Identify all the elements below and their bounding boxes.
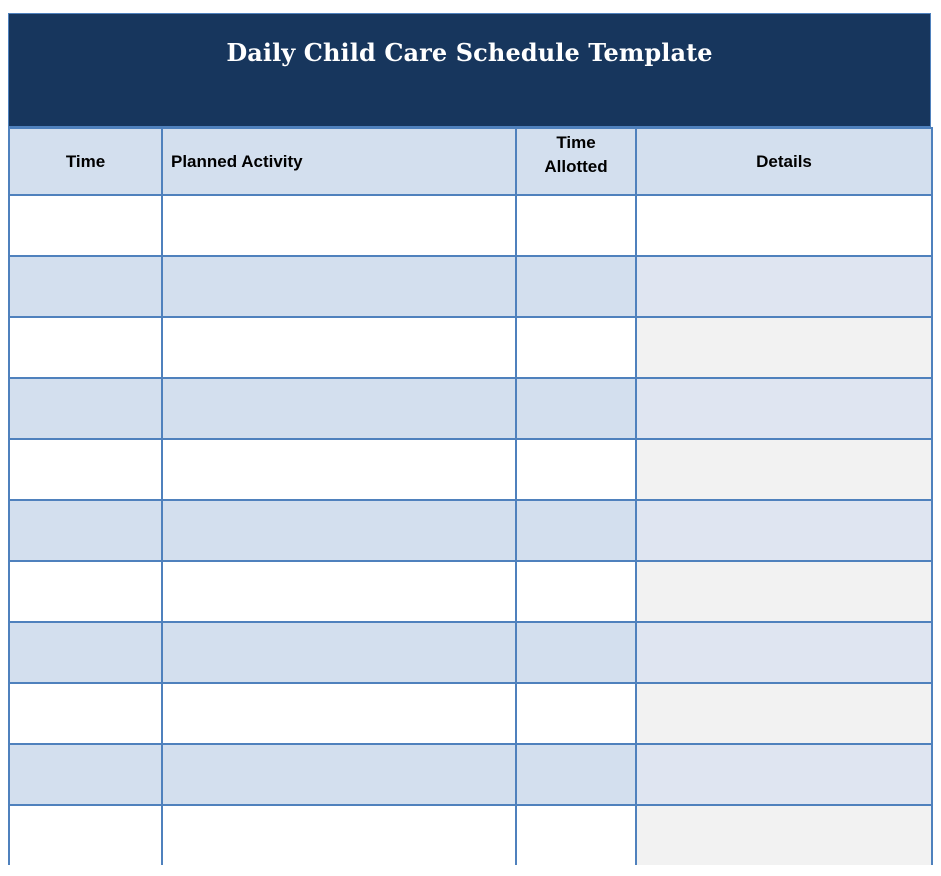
time-cell[interactable]: [9, 744, 162, 805]
planned-activity-cell[interactable]: [162, 439, 516, 500]
planned-activity-cell[interactable]: [162, 744, 516, 805]
time-cell[interactable]: [9, 378, 162, 439]
column-header-time-allotted: [516, 128, 636, 195]
schedule-table: [8, 127, 933, 865]
table-row: [9, 744, 932, 805]
details-cell[interactable]: [636, 683, 932, 744]
page-title: Daily Child Care Schedule Template: [8, 13, 931, 127]
time-cell[interactable]: [9, 256, 162, 317]
details-cell[interactable]: [636, 256, 932, 317]
planned-activity-cell[interactable]: [162, 561, 516, 622]
table-row: [9, 500, 932, 561]
table-row: [9, 439, 932, 500]
time-cell[interactable]: [9, 500, 162, 561]
time-cell[interactable]: [9, 561, 162, 622]
details-cell[interactable]: [636, 744, 932, 805]
column-header-planned-activity: Planned Activity: [162, 128, 516, 195]
planned-activity-cell[interactable]: [162, 683, 516, 744]
details-cell[interactable]: [636, 195, 932, 256]
planned-activity-cell[interactable]: [162, 805, 516, 865]
time-allotted-cell[interactable]: [516, 744, 636, 805]
time-allotted-cell[interactable]: [516, 256, 636, 317]
details-cell[interactable]: [636, 378, 932, 439]
time-allotted-cell[interactable]: [516, 439, 636, 500]
column-header-details: Details: [636, 128, 932, 195]
column-header-time: Time: [9, 128, 162, 195]
planned-activity-cell[interactable]: [162, 256, 516, 317]
planned-activity-cell[interactable]: [162, 500, 516, 561]
table-row: [9, 195, 932, 256]
time-cell[interactable]: [9, 195, 162, 256]
planned-activity-cell[interactable]: [162, 195, 516, 256]
time-allotted-cell[interactable]: [516, 561, 636, 622]
table-row: [9, 561, 932, 622]
details-cell[interactable]: [636, 317, 932, 378]
planned-activity-cell[interactable]: [162, 622, 516, 683]
time-allotted-cell[interactable]: [516, 683, 636, 744]
table-row: [9, 622, 932, 683]
time-allotted-line1: Time: [556, 133, 596, 152]
table-row: [9, 317, 932, 378]
details-cell[interactable]: [636, 805, 932, 865]
details-cell[interactable]: [636, 622, 932, 683]
time-cell[interactable]: [9, 439, 162, 500]
table-row: [9, 256, 932, 317]
time-allotted-cell[interactable]: [516, 378, 636, 439]
details-cell[interactable]: [636, 500, 932, 561]
time-cell[interactable]: [9, 622, 162, 683]
header-row: [9, 128, 932, 195]
table-row: [9, 805, 932, 865]
time-cell[interactable]: [9, 683, 162, 744]
time-allotted-cell[interactable]: [516, 500, 636, 561]
planned-activity-cell[interactable]: [162, 378, 516, 439]
time-allotted-cell[interactable]: [516, 317, 636, 378]
time-allotted-cell[interactable]: [516, 195, 636, 256]
details-cell[interactable]: [636, 561, 932, 622]
time-cell[interactable]: [9, 317, 162, 378]
time-allotted-cell[interactable]: [516, 805, 636, 865]
time-allotted-line2: Allotted: [544, 157, 608, 176]
table-row: [9, 378, 932, 439]
details-cell[interactable]: [636, 439, 932, 500]
planned-activity-cell[interactable]: [162, 317, 516, 378]
table-row: [9, 683, 932, 744]
time-allotted-cell[interactable]: [516, 622, 636, 683]
time-cell[interactable]: [9, 805, 162, 865]
schedule-sheet: [8, 13, 931, 865]
